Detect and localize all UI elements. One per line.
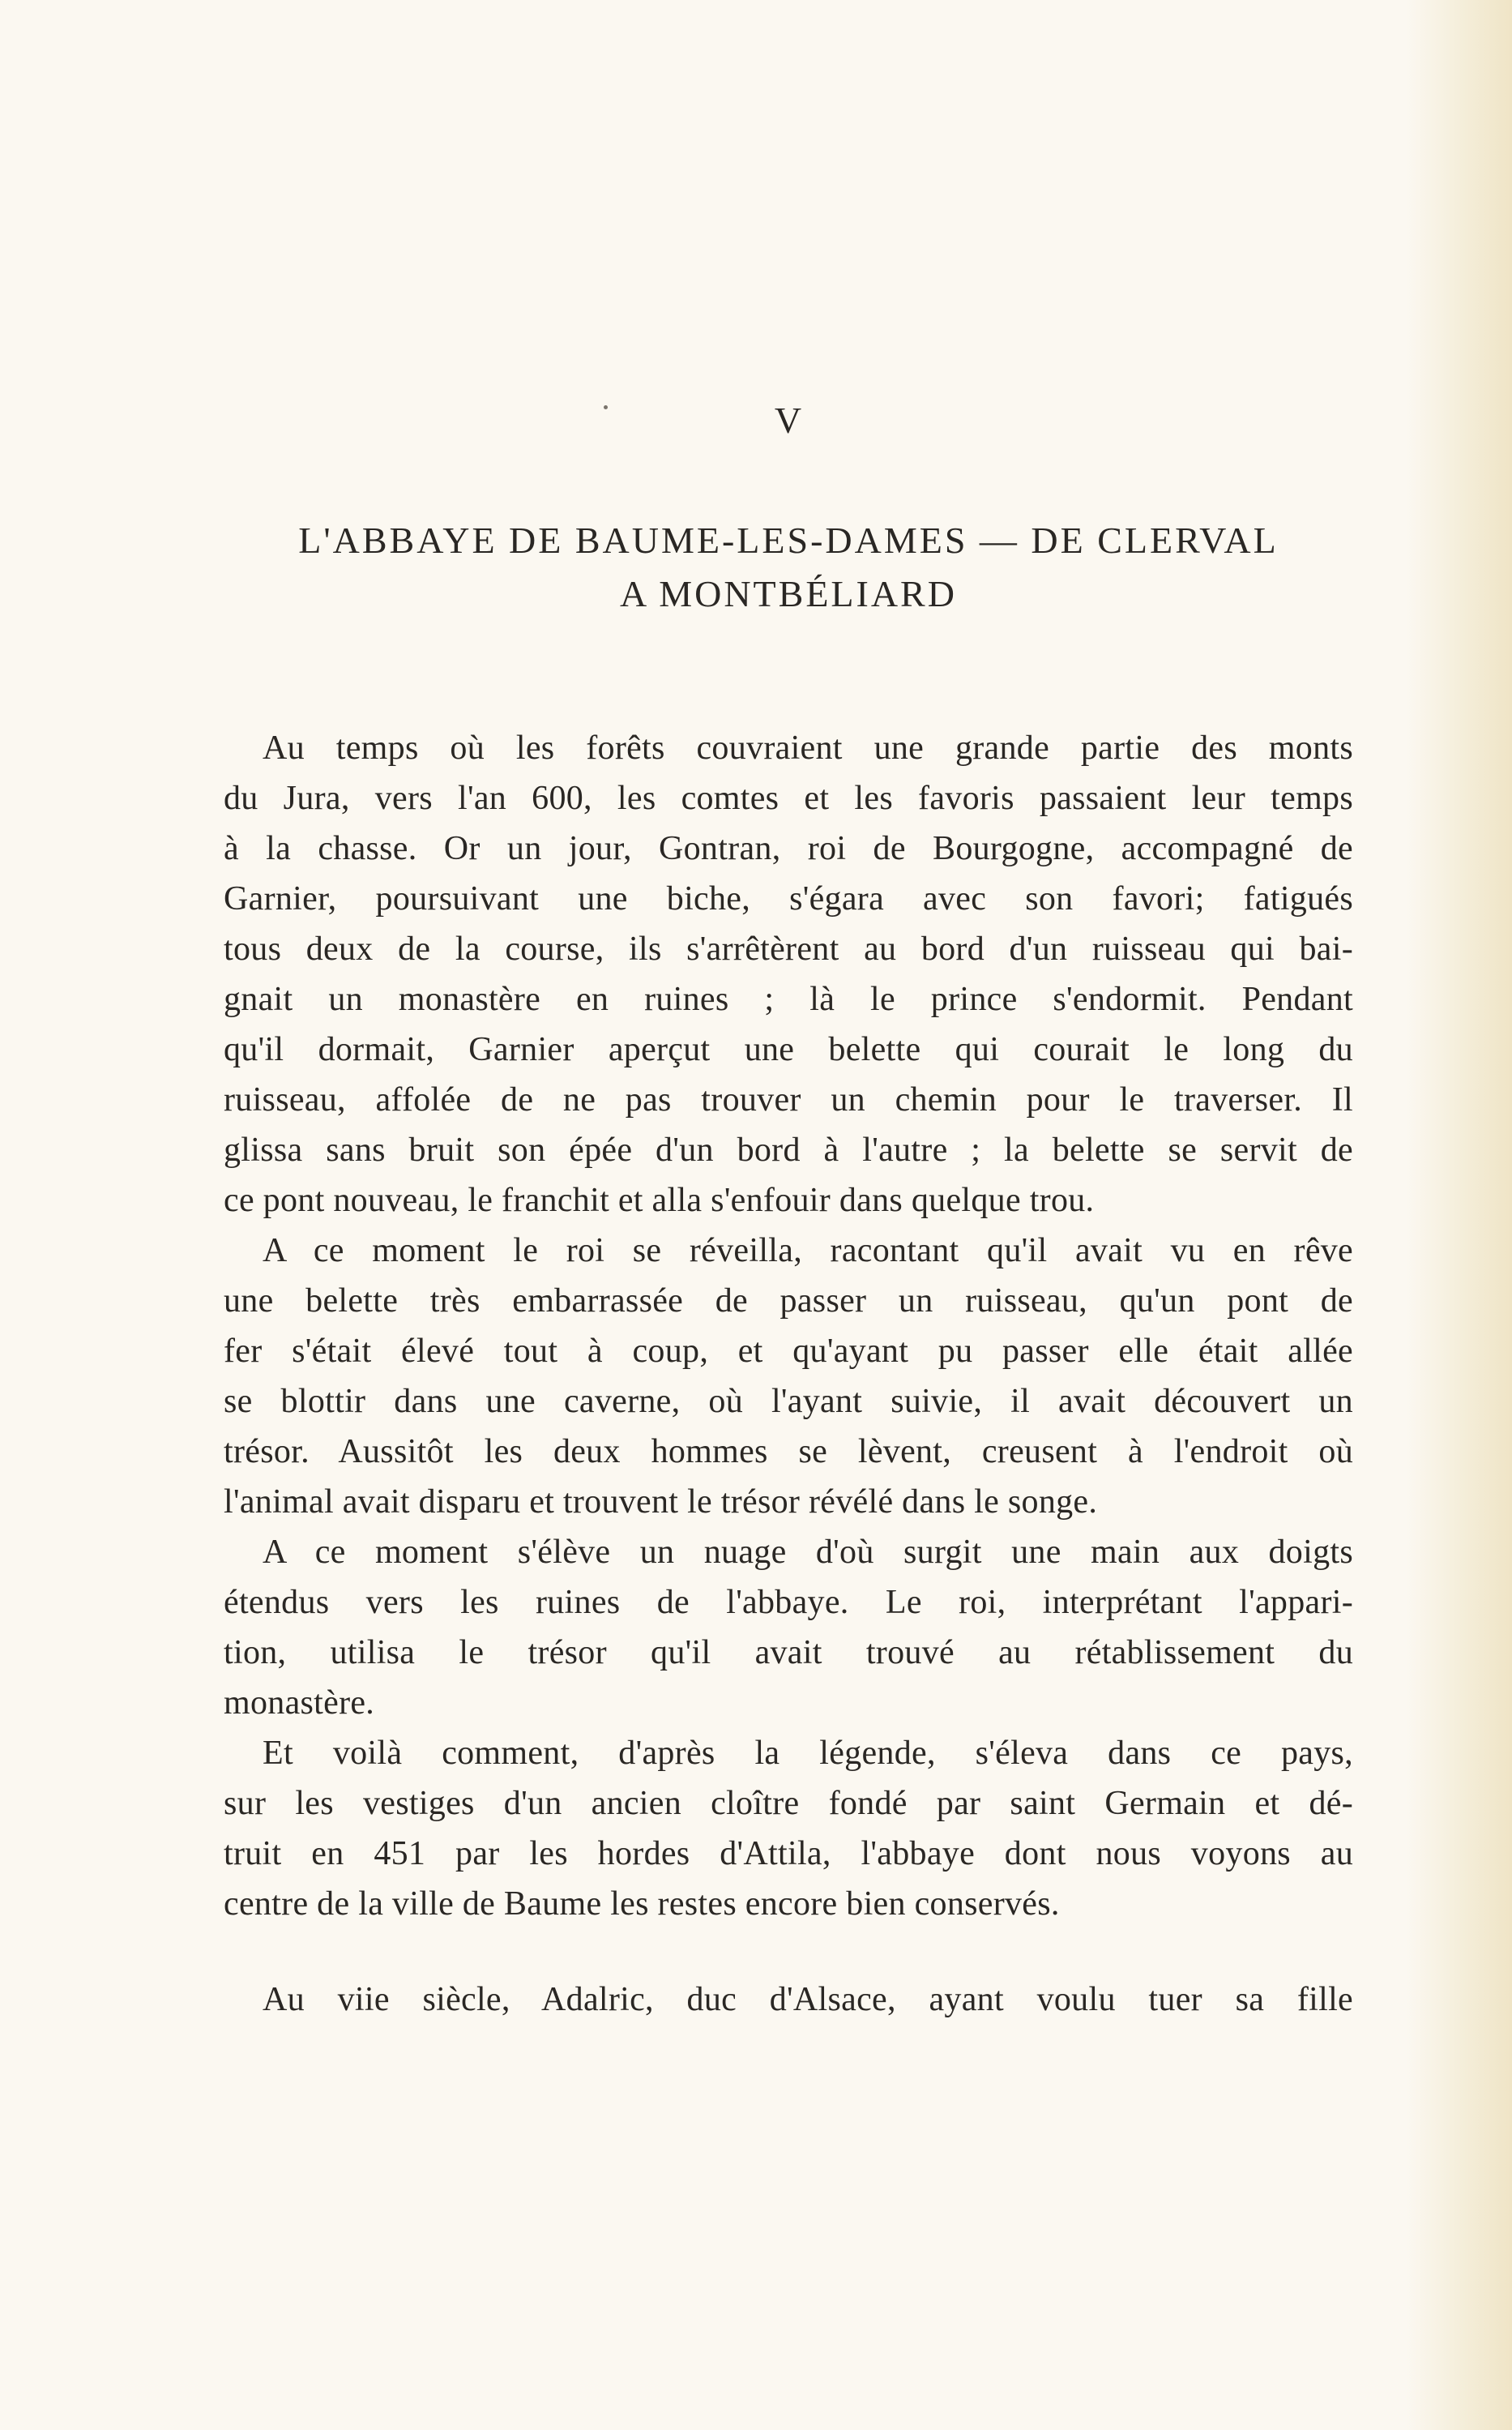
text-line: ruisseau, affolée de ne pas trouver un chemin pour le traverser. Il bbox=[224, 1081, 1353, 1119]
text-line: une belette très embarrassée de passer un ruisseau, qu'un pont de bbox=[224, 1282, 1353, 1320]
text-line: à la chasse. Or un jour, Gontran, roi de Bourgogne, accompagné de bbox=[224, 830, 1353, 867]
text-line: ce pont nouveau, le franchit et alla s'enfouir dans quelque trou. bbox=[224, 1182, 1095, 1219]
text-line: tion, utilisa le trésor qu'il avait trouvé au rétablissement du bbox=[224, 1634, 1353, 1671]
text-line: Au viie siècle, Adalric, duc d'Alsace, ayant voulu tuer sa fille bbox=[263, 1981, 1353, 2018]
text-line: gnait un monastère en ruines ; là le prince s'endormit. Pendant bbox=[224, 981, 1353, 1018]
text-line: fer s'était élevé tout à coup, et qu'ayant pu passer elle était allée bbox=[224, 1333, 1353, 1370]
text-line: centre de la ville de Baume les restes encore bien conservés. bbox=[224, 1885, 1060, 1923]
text-line: qu'il dormait, Garnier aperçut une belette qui courait le long du bbox=[224, 1031, 1353, 1068]
text-line: truit en 451 par les hordes d'Attila, l'abbaye dont nous voyons au bbox=[224, 1835, 1353, 1872]
text-line: A ce moment le roi se réveilla, racontant qu'il avait vu en rêve bbox=[263, 1232, 1353, 1269]
text-line: Au temps où les forêts couvraient une grande partie des monts bbox=[263, 729, 1353, 767]
text-line: du Jura, vers l'an 600, les comtes et les favoris passaient leur temps bbox=[224, 780, 1353, 817]
chapter-title-line-2: A MONTBÉLIARD bbox=[620, 573, 957, 614]
text-line: l'animal avait disparu et trouvent le trésor révélé dans le songe. bbox=[224, 1483, 1098, 1521]
chapter-number: V bbox=[774, 400, 803, 441]
text-line: sur les vestiges d'un ancien cloître fondé par saint Germain et dé- bbox=[224, 1785, 1353, 1822]
text-line: étendus vers les ruines de l'abbaye. Le roi, interprétant l'appari- bbox=[224, 1584, 1353, 1621]
text-line: glissa sans bruit son épée d'un bord à l'autre ; la belette se servit de bbox=[224, 1132, 1353, 1169]
text-line: Et voilà comment, d'après la légende, s'éleva dans ce pays, bbox=[263, 1735, 1353, 1772]
text-line: trésor. Aussitôt les deux hommes se lèvent, creusent à l'endroit où bbox=[224, 1433, 1353, 1470]
text-line: monastère. bbox=[224, 1684, 375, 1722]
text-line: se blottir dans une caverne, où l'ayant suivie, il avait découvert un bbox=[224, 1383, 1353, 1420]
text-line: Garnier, poursuivant une biche, s'égara avec son favori; fatigués bbox=[224, 880, 1353, 918]
text-line: A ce moment s'élève un nuage d'où surgit une main aux doigts bbox=[263, 1534, 1353, 1571]
text-line: tous deux de la course, ils s'arrêtèrent au bord d'un ruisseau qui bai- bbox=[224, 931, 1353, 968]
chapter-title-line-1: L'ABBAYE DE BAUME-LES-DAMES — DE CLERVAL bbox=[298, 520, 1279, 561]
